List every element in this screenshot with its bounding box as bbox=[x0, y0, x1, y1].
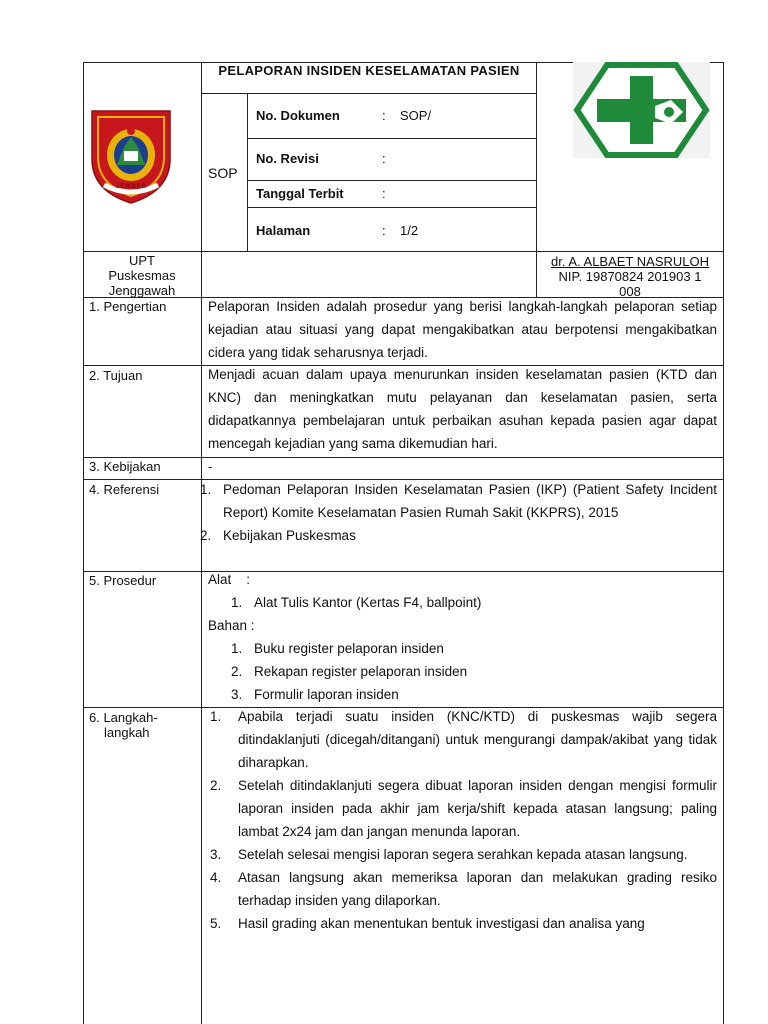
list-text: Buku register pelaporan insiden bbox=[254, 641, 444, 656]
unit-line: Jenggawah bbox=[108, 283, 176, 298]
list-item bbox=[210, 843, 717, 866]
meta-colon: : bbox=[382, 186, 386, 201]
list-text: Pedoman Pelaporan Insiden Keselamatan Pasien (IKP) (Patient Safety Incident Report) Komite Keselamatan Pasien Rumah Sakit (KKPRS), 2015 bbox=[223, 482, 717, 520]
list-number: 3. bbox=[231, 687, 243, 702]
list-number: 1. bbox=[231, 595, 243, 610]
section-label-prosedur: 5. Prosedur bbox=[89, 573, 157, 588]
signer-nip: 008 bbox=[619, 284, 641, 299]
label-line: 6. Langkah- bbox=[89, 710, 158, 725]
list-text: Setelah ditindaklanjuti segera dibuat laporan insiden dengan mengisi formulir laporan insiden pada akhir jam kerja/shift kepada atasan langsung; paling lambat 2x24 jam dan jangan menunda laporan. bbox=[238, 778, 717, 839]
list-text: Formulir laporan insiden bbox=[254, 687, 399, 702]
list-item bbox=[200, 524, 717, 547]
unit-line: Puskesmas bbox=[108, 268, 176, 283]
section-label-referensi: 4. Referensi bbox=[89, 482, 160, 497]
list-text: Apabila terjadi suatu insiden (KNC/KTD) di puskesmas wajib segera ditindaklanjuti (dicegah/ditangani) untuk mengurangi dampak/akibat yang tidak diharapkan. bbox=[238, 709, 717, 770]
list-text: Alat Tulis Kantor (Kertas F4, ballpoint) bbox=[254, 595, 482, 610]
meta-label: Tanggal Terbit bbox=[256, 186, 344, 201]
bahan-label: Bahan : bbox=[208, 618, 255, 633]
list-item bbox=[231, 660, 717, 683]
jember-crest-logo bbox=[88, 107, 174, 205]
alat-label: Alat : bbox=[208, 572, 251, 587]
list-text: Hasil grading akan menentukan bentuk investigasi dan analisa yang bbox=[238, 916, 645, 931]
list-number: 2. bbox=[231, 664, 243, 679]
meta-label: No. Dokumen bbox=[256, 108, 340, 123]
list-item bbox=[231, 683, 717, 706]
list-text: Kebijakan Puskesmas bbox=[223, 528, 356, 543]
list-item bbox=[210, 705, 717, 774]
meta-colon: : bbox=[382, 151, 386, 166]
langkah-list bbox=[210, 705, 717, 935]
signer-block bbox=[538, 254, 722, 299]
crest-seal-text: JEMBER bbox=[116, 184, 148, 190]
meta-value: SOP/ bbox=[400, 108, 432, 123]
list-item bbox=[210, 866, 717, 912]
list-number: 2. bbox=[200, 528, 212, 543]
meta-label: No. Revisi bbox=[256, 151, 319, 166]
unit-name bbox=[84, 253, 200, 298]
list-item bbox=[231, 637, 717, 660]
list-number: 4. bbox=[210, 870, 222, 885]
list-number: 1. bbox=[200, 482, 212, 497]
list-item bbox=[200, 478, 717, 524]
document-title: PELAPORAN INSIDEN KESELAMATAN PASIEN bbox=[218, 63, 520, 78]
bahan-list bbox=[208, 637, 717, 706]
signer-nip: NIP. 19870824 201903 1 bbox=[558, 269, 702, 284]
list-item bbox=[231, 591, 717, 614]
section-text-pengertian: Pelaporan Insiden adalah prosedur yang berisi langkah-langkah pelaporan setiap kejadian atau situasi yang dapat mengakibatkan atau berpotensi mengakibatkan cidera yang tidak seharusnya terjadi. bbox=[208, 299, 717, 360]
meta-value: 1/2 bbox=[400, 223, 419, 238]
puskesmas-cross-logo bbox=[573, 62, 710, 158]
signer-name: dr. A. ALBAET NASRULOH bbox=[551, 254, 709, 269]
unit-line: UPT bbox=[129, 253, 155, 268]
label-line: langkah bbox=[104, 725, 150, 740]
meta-label: Halaman bbox=[256, 223, 311, 238]
list-text: Setelah selesai mengisi laporan segera serahkan kepada atasan langsung. bbox=[238, 847, 688, 862]
list-number: 3. bbox=[210, 847, 222, 862]
list-number: 1. bbox=[231, 641, 243, 656]
meta-colon: : bbox=[382, 223, 386, 238]
list-item bbox=[210, 912, 717, 935]
sop-label: SOP bbox=[208, 165, 238, 181]
section-text-tujuan: Menjadi acuan dalam upaya menurunkan insiden keselamatan pasien (KTD dan KNC) dan meningkatkan mutu pelayanan dan keselamatan pasien, serta didapatkannya pembelajaran untuk perbaikan asuhan kepada pasien agar dapat mencegah kejadian yang sama dikemudian hari. bbox=[208, 367, 717, 451]
section-label-langkah bbox=[89, 710, 158, 740]
list-number: 1. bbox=[210, 709, 222, 724]
section-label-tujuan: 2. Tujuan bbox=[89, 368, 143, 383]
list-number: 5. bbox=[210, 916, 222, 931]
alat-list bbox=[208, 591, 717, 614]
list-text: Rekapan register pelaporan insiden bbox=[254, 664, 468, 679]
section-text-kebijakan: - bbox=[208, 459, 213, 474]
meta-colon: : bbox=[382, 108, 386, 123]
referensi-list bbox=[200, 478, 717, 547]
section-label-kebijakan: 3. Kebijakan bbox=[89, 459, 161, 474]
prosedur-block bbox=[208, 568, 717, 706]
list-number: 2. bbox=[210, 778, 222, 793]
section-label-pengertian: 1. Pengertian bbox=[89, 299, 167, 314]
list-text: Atasan langsung akan memeriksa laporan dan melakukan grading resiko terhadap insiden yang dilaporkan. bbox=[238, 870, 717, 908]
list-item bbox=[210, 774, 717, 843]
